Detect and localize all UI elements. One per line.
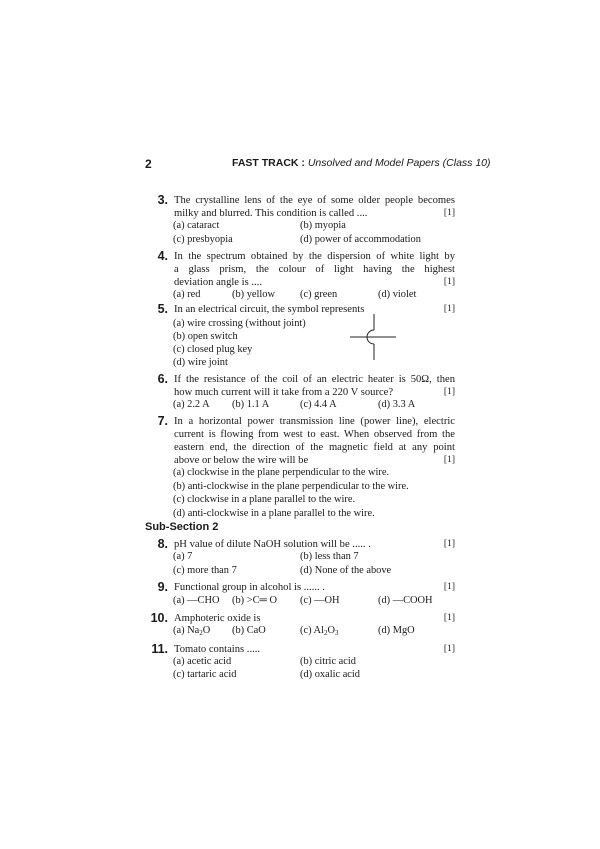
option-d: (d) power of accommodation [300, 234, 421, 245]
option-d: (d) anti-clockwise in a plane parallel to the wire. [173, 508, 375, 519]
option-a: (a) cataract [173, 220, 220, 231]
option-c: (c) green [300, 289, 338, 300]
option-b: (b) yellow [232, 289, 275, 300]
question-number: 5. [157, 302, 168, 316]
option-d: (d) oxalic acid [300, 669, 361, 680]
question-text-line: Tomato contains ..... [174, 644, 261, 655]
option-b: (b) anti-clockwise in the plane perpendicular to the wire. [173, 481, 409, 492]
option-c [300, 625, 338, 637]
option-a-text: O [202, 625, 211, 636]
marks-label: [1] [443, 613, 455, 623]
marks-label: [1] [443, 277, 455, 287]
option-c: (c) 4.4 A [300, 399, 337, 410]
question-number: 4. [157, 249, 168, 263]
marks-label: [1] [443, 304, 455, 314]
option-a: (a) acetic acid [173, 656, 232, 667]
wire-crossing-symbol-icon [350, 314, 396, 360]
option-d: (d) MgO [378, 625, 415, 636]
question-text-line: The crystalline lens of the eye of some older people becomes [174, 195, 455, 206]
subsection-heading: Sub-Section 2 [145, 521, 219, 533]
question-number: 7. [157, 414, 168, 428]
question-number: 6. [157, 372, 168, 386]
option-a: (a) clockwise in the plane perpendicular to the wire. [173, 467, 390, 478]
option-a: (a) wire crossing (without joint) [173, 318, 306, 329]
option-b: (b) citric acid [300, 656, 356, 667]
option-b: (b) myopia [300, 220, 346, 231]
option-d: (d) —COOH [378, 595, 433, 606]
question-text-line: Functional group in alcohol is ...... . [174, 582, 325, 593]
option-c: (c) more than 7 [173, 565, 237, 576]
option-c: (c) —OH [300, 595, 340, 606]
question-text-line: In the spectrum obtained by the dispersion of white light by [174, 251, 455, 262]
option-d: (d) 3.3 A [378, 399, 416, 410]
option-d: (d) violet [378, 289, 417, 300]
header-bold: FAST TRACK : [232, 157, 305, 169]
option-c-text: (c) Al [300, 625, 324, 636]
marks-label: [1] [443, 644, 455, 654]
marks-label: [1] [443, 208, 455, 218]
question-text-line: milky and blurred. This condition is called .... [174, 208, 368, 219]
option-a: (a) —CHO [173, 595, 220, 606]
option-b: (b) open switch [173, 331, 238, 342]
option-c-text: O [327, 625, 335, 636]
header-italic: Unsolved and Model Papers (Class 10) [307, 157, 491, 169]
question-text-line: In a horizontal power transmission line (power line), electric [174, 416, 455, 427]
question-text-line: If the resistance of the coil of an electric heater is 50Ω, then [174, 374, 455, 385]
option-c: (c) tartaric acid [173, 669, 237, 680]
option-d: (d) None of the above [300, 565, 392, 576]
question-text-line: eastern end, the direction of the magnetic field at any point [174, 442, 455, 453]
marks-label: [1] [443, 455, 455, 465]
question-text-line: deviation angle is .... [174, 277, 262, 288]
option-a: (a) 2.2 A [173, 399, 210, 410]
question-text-line: above or below the wire will be [174, 455, 309, 466]
question-text-line: In an electrical circuit, the symbol represents [174, 304, 365, 315]
question-number: 8. [157, 537, 168, 551]
question-text-line: pH value of dilute NaOH solution will be ..... . [174, 539, 371, 550]
option-a [173, 625, 210, 637]
marks-label: [1] [443, 539, 455, 549]
option-b: (b) >C═ O [232, 595, 277, 606]
question-text-line: current is flowing from west to east. When observed from the [174, 429, 455, 440]
option-a: (a) red [173, 289, 201, 300]
marks-label: [1] [443, 387, 455, 397]
question-number: 11. [151, 642, 168, 656]
option-a: (a) 7 [173, 551, 193, 562]
running-header [232, 157, 491, 169]
question-number: 10. [150, 611, 168, 625]
subscript: 2 [323, 629, 328, 637]
subscript: 3 [334, 629, 339, 637]
subscript: 2 [199, 629, 203, 637]
question-number: 3. [157, 193, 168, 207]
option-c: (c) closed plug key [173, 344, 253, 355]
option-b: (b) CaO [232, 625, 266, 636]
option-d: (d) wire joint [173, 357, 228, 368]
option-b: (b) less than 7 [300, 551, 359, 562]
option-c: (c) clockwise in a plane parallel to the wire. [173, 494, 356, 505]
question-text-line: Amphoteric oxide is [174, 613, 261, 624]
question-number: 9. [157, 580, 168, 594]
option-b: (b) 1.1 A [232, 399, 270, 410]
marks-label: [1] [443, 582, 455, 592]
question-text-line: how much current will it take from a 220 V source? [174, 387, 394, 398]
question-text-line: a glass prism, the colour of light having the highest [174, 264, 455, 275]
page-number: 2 [145, 157, 152, 171]
option-a-text: (a) Na [173, 625, 200, 636]
option-c: (c) presbyopia [173, 234, 233, 245]
